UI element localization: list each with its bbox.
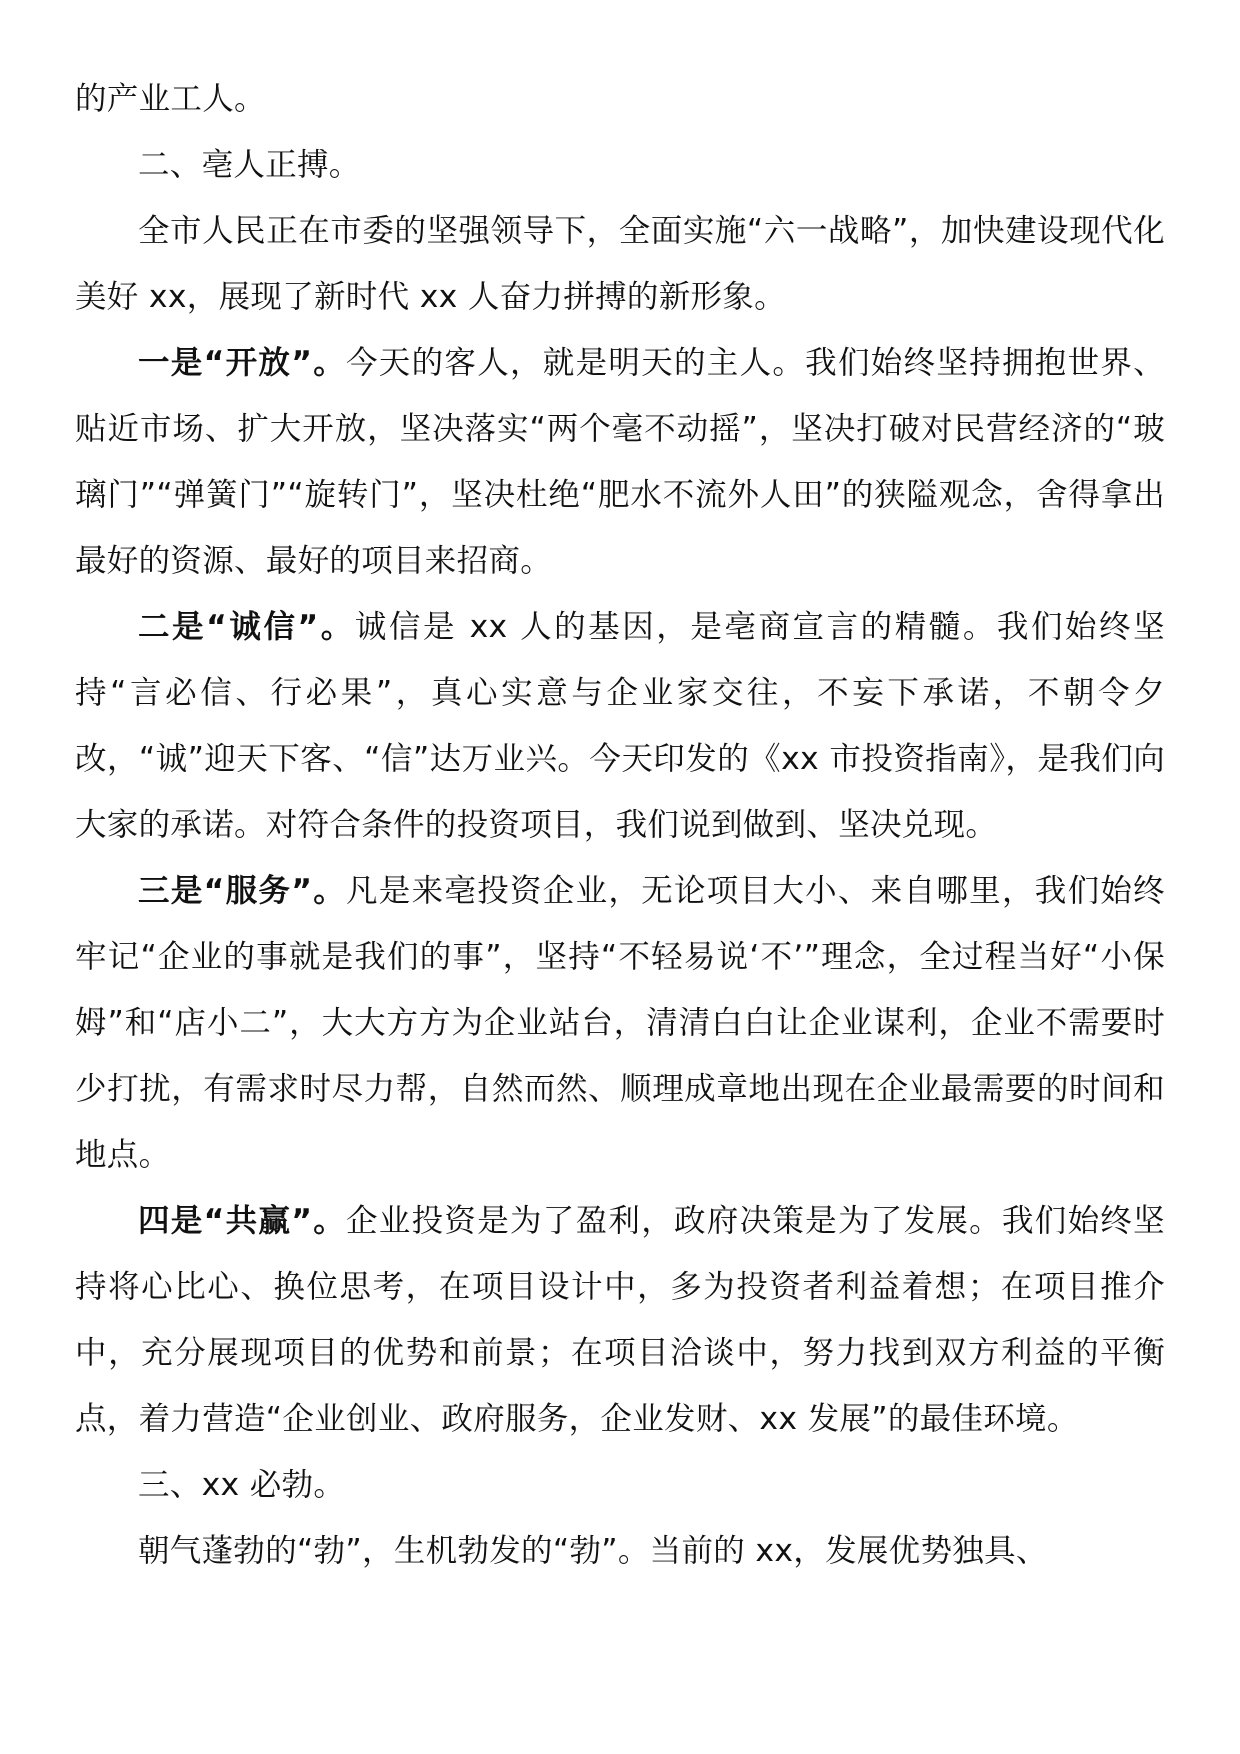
paragraph-text: 凡是来亳投资企业，无论项目大小、来自哪里，我们始终牢记“企业的事就是我们的事”，坚持“不轻易说‘不’”理念，全过程当好“小保姆”和“店小二”，大大方方为企业站台，清清白白让企业谋利，企业不需要时少打扰，有需求时尽力帮，自然而然、顺理成章地出现在企业最需要的时间和地点。 — [75, 873, 1165, 1173]
paragraph-integrity — [75, 594, 1165, 858]
paragraph-text: 全市人民正在市委的坚强领导下，全面实施“六一战略”，加快建设现代化美好 xx，展现了新时代 xx 人奋力拼搏的新形象。 — [75, 213, 1165, 315]
paragraph-openness — [75, 330, 1165, 594]
paragraph-text: 今天的客人，就是明天的主人。我们始终坚持拥抱世界、贴近市场、扩大开放，坚决落实“两个毫不动摇”，坚决打破对民营经济的“玻璃门”“弹簧门”“旋转门”，坚决杜绝“肥水不流外人田”的狭隘观念，舍得拿出最好的资源、最好的项目来招商。 — [75, 345, 1165, 579]
paragraph-lead: 二是“诚信”。 — [138, 609, 355, 645]
paragraph-text: 诚信是 xx 人的基因，是亳商宣言的精髓。我们始终坚持“言必信、行必果”，真心实意与企业家交往，不妄下承诺，不朝令夕改，“诚”迎天下客、“信”达万业兴。今天印发的《xx 市投资指南》，是我们向大家的承诺。对符合条件的投资项目，我们说到做到、坚决兑现。 — [75, 609, 1165, 843]
paragraph-win-win — [75, 1188, 1165, 1452]
section-heading-text: 二、亳人正搏。 — [138, 147, 361, 183]
paragraph-service — [75, 858, 1165, 1188]
paragraph-text: 朝气蓬勃的“勃”，生机勃发的“勃”。当前的 xx，发展优势独具、 — [138, 1533, 1048, 1569]
paragraph-vigor — [75, 1518, 1165, 1584]
paragraph-text: 的产业工人。 — [75, 81, 266, 117]
paragraph-continuation — [75, 66, 1165, 132]
paragraph-lead: 四是“共赢”。 — [138, 1203, 346, 1239]
section-heading-2 — [75, 132, 1165, 198]
section-heading-text: 三、xx 必勃。 — [138, 1467, 346, 1503]
paragraph-intro — [75, 198, 1165, 330]
document-page — [75, 66, 1165, 1584]
section-heading-3 — [75, 1452, 1165, 1518]
paragraph-text: 企业投资是为了盈利，政府决策是为了发展。我们始终坚持将心比心、换位思考，在项目设计中，多为投资者利益着想；在项目推介中，充分展现项目的优势和前景；在项目洽谈中，努力找到双方利益的平衡点，着力营造“企业创业、政府服务，企业发财、xx 发展”的最佳环境。 — [75, 1203, 1165, 1437]
paragraph-lead: 三是“服务”。 — [138, 873, 346, 909]
paragraph-lead: 一是“开放”。 — [138, 345, 346, 381]
